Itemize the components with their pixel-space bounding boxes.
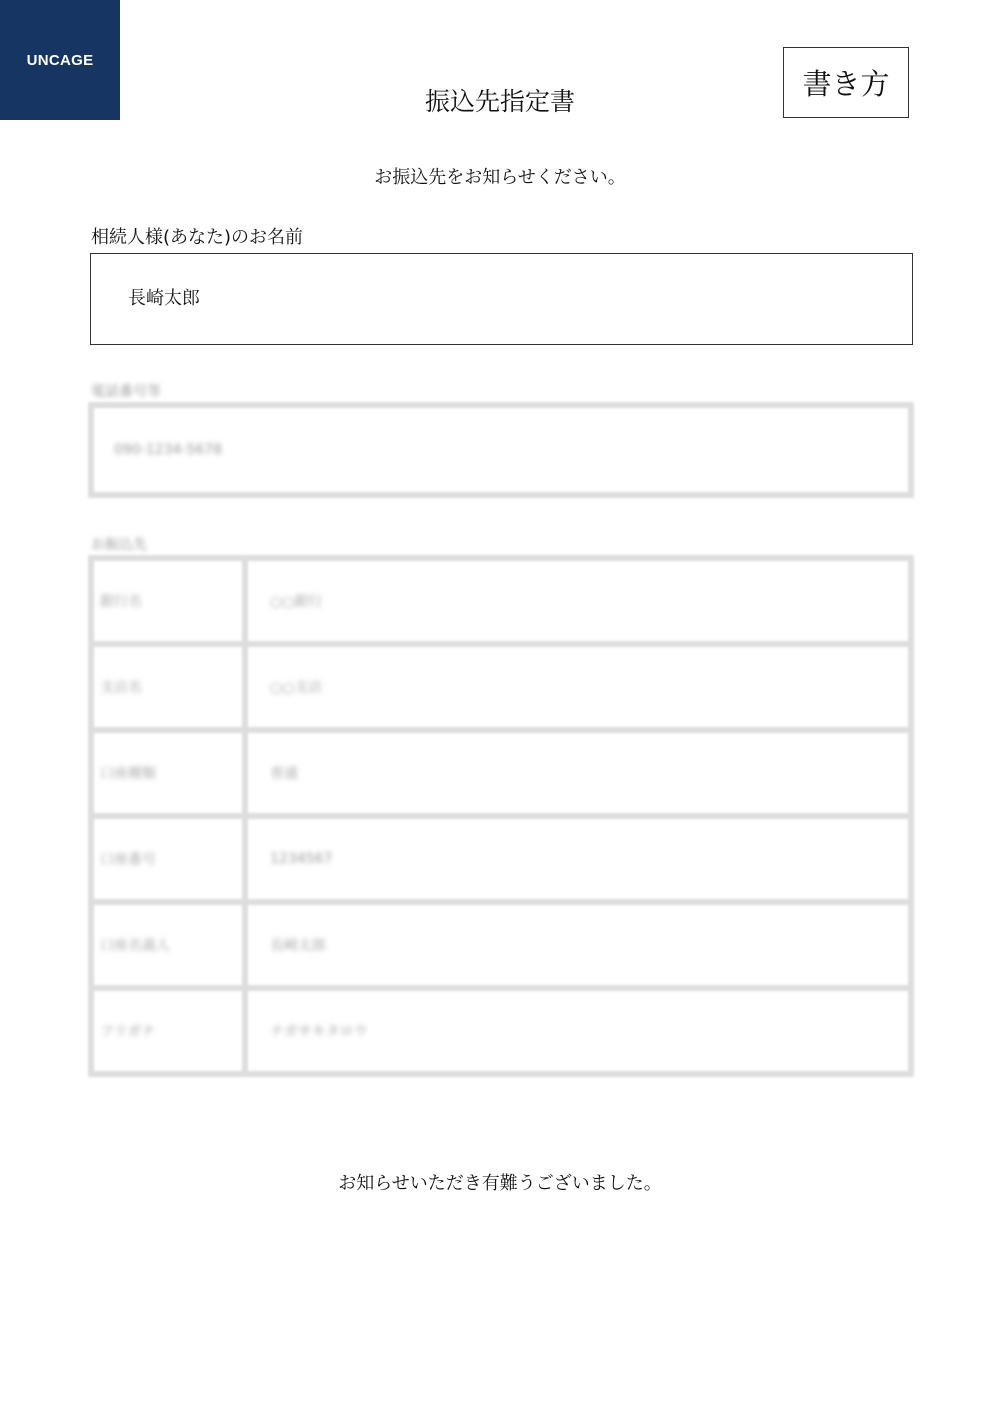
- bank-section-label: お振込先: [91, 537, 147, 553]
- thanks-text: お知らせいただき有難うございました。: [338, 1173, 662, 1194]
- heir-name-label: 相続人様(あなた)のお名前: [91, 227, 304, 248]
- table-row: [91, 644, 911, 730]
- account-holder-label: 口座名義人: [91, 902, 245, 988]
- howto-badge: 書き方: [783, 47, 909, 118]
- account-holder-value[interactable]: 長崎太郎: [245, 902, 911, 988]
- heir-name-value: 長崎太郎: [128, 288, 200, 309]
- bank-name-value[interactable]: ○○銀行: [245, 558, 911, 644]
- intro-text: お振込先をお知らせください。: [374, 167, 626, 188]
- table-row: [91, 902, 911, 988]
- account-type-label: 口座種類: [91, 730, 245, 816]
- account-number-value[interactable]: 1234567: [245, 816, 911, 902]
- table-row: [91, 730, 911, 816]
- table-row: [91, 558, 911, 644]
- document-title: 振込先指定書: [424, 87, 575, 116]
- heir-name-field[interactable]: [90, 253, 913, 345]
- furigana-value[interactable]: ナガサキタロウ: [245, 988, 911, 1074]
- table-row: [91, 816, 911, 902]
- account-number-label: 口座番号: [91, 816, 245, 902]
- contact-value: 090-1234-5678: [114, 442, 223, 458]
- bank-name-label: 銀行名: [91, 558, 245, 644]
- table-row: [91, 988, 911, 1074]
- contact-label: 電話番号等: [91, 384, 161, 400]
- furigana-label: フリガナ: [91, 988, 245, 1074]
- bank-info-table: [88, 555, 914, 1077]
- branch-name-label: 支店名: [91, 644, 245, 730]
- logo-text: UNCAGE: [26, 51, 94, 69]
- contact-field[interactable]: [88, 402, 914, 498]
- account-type-value[interactable]: 普通: [245, 730, 911, 816]
- branch-name-value[interactable]: ○○支店: [245, 644, 911, 730]
